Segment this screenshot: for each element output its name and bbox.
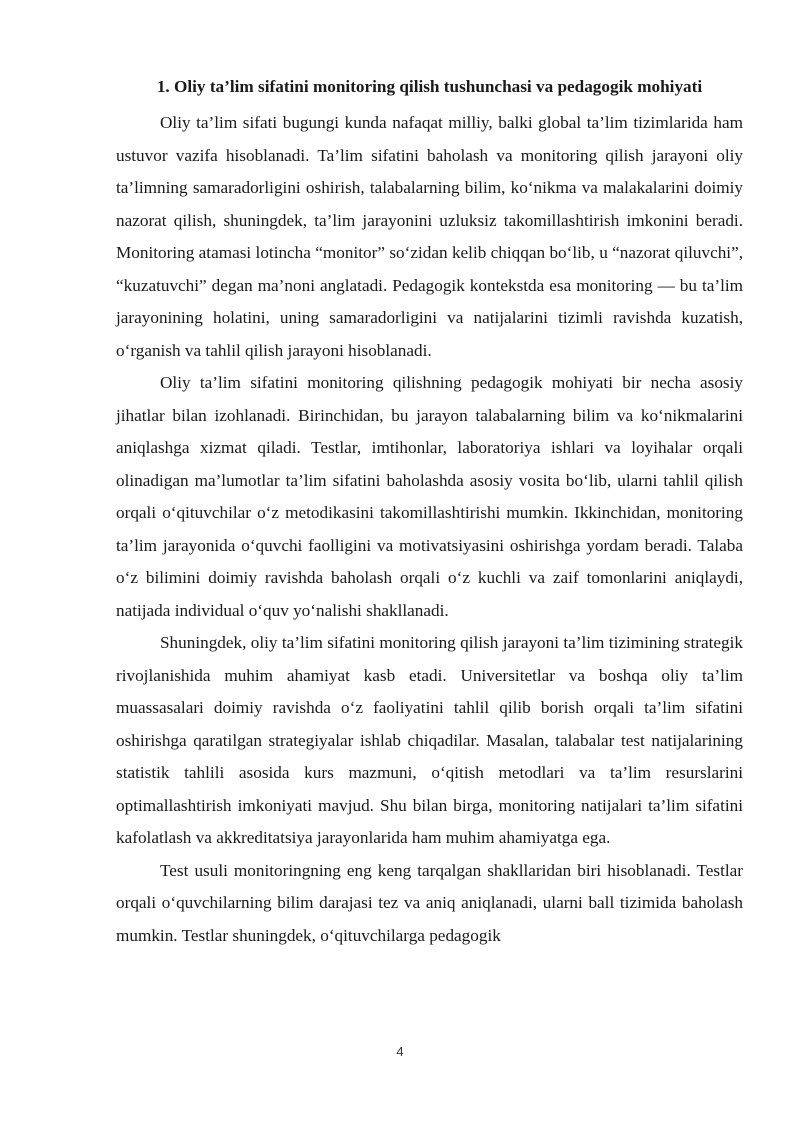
page-number: 4 [396,1044,404,1059]
section-heading: 1. Oliy ta’lim sifatini monitoring qilish tushunchasi va pedagogik mohiyati [156,77,703,96]
paragraph-2: Oliy ta’lim sifatini monitoring qilishning pedagogik mohiyati bir necha asosiy jihatlar bilan izohlanadi. Birinchidan, bu jarayon talabalarning bilim va ko‘nikmalarini aniqlashga xizmat qiladi. Testlar, imtihonlar, laboratoriya ishlari va loyihalar orqali olinadigan ma’lumotlar ta’lim sifatini baholashda asosiy vosita bo‘lib, ularni tahlil qilish orqali o‘qituvchilar o‘z metodikasini takomillashtirishi mumkin. Ikkinchidan, monitoring ta’lim jarayonida o‘quvchi faolligini va motivatsiyasini oshirishga yordam beradi. Talaba o‘z bilimini doimiy ravishda baholash orqali o‘z kuchli va zaif tomonlarini aniqlaydi, natijada individual o‘quv yo‘nalishi shakllanadi. [116,373,743,620]
paragraph-4: Test usuli monitoringning eng keng tarqalgan shakllaridan biri hisoblanadi. Testlar orqali o‘quvchilarning bilim darajasi tez va aniq aniqlanadi, ularni ball tizimida baholash mumkin. Testlar shuningdek, o‘qituvchilarga pedagogik [116,860,743,945]
paragraph-1: Oliy ta’lim sifati bugungi kunda nafaqat milliy, balki global ta’lim tizimlarida ham ustuvor vazifa hisoblanadi. Ta’lim sifatini baholash va monitoring qilish jarayoni oliy ta’limning samaradorligini oshirish, talabalarning bilim, ko‘nikma va malakalarini doimiy nazorat qilish, shuningdek, ta’lim jarayonini uzluksiz takomillashtirish imkonini beradi. Monitoring atamasi lotincha “monitor” so‘zidan kelib chiqqan bo‘lib, u “nazorat qiluvchi”, “kuzatuvchi” degan ma’noni anglatadi. Pedagogik kontekstda esa monitoring — bu ta’lim jarayonining holatini, uning samaradorligini va natijalarini tizimli ravishda kuzatish, o‘rganish va tahlil qilish jarayoni hisoblanadi. [116,113,743,360]
paragraph-3: Shuningdek, oliy ta’lim sifatini monitoring qilish jarayoni ta’lim tizimining strategik rivojlanishida muhim ahamiyat kasb etadi. Universitetlar va boshqa oliy ta’lim muassasalari doimiy ravishda o‘z faoliyatini tahlil qilib borish orqali ta’lim sifatini oshirishga qaratilgan strategiyalar ishlab chiqadilar. Masalan, talabalar test natijalarining statistik tahlili asosida kurs mazmuni, o‘qitish metodlari va ta’lim resurslarini optimallashtirish imkoniyati mavjud. Shu bilan birga, monitoring natijalari ta’lim sifatini kafolatlash va akkreditatsiya jarayonlarida ham muhim ahamiyatga ega. [116,633,743,847]
